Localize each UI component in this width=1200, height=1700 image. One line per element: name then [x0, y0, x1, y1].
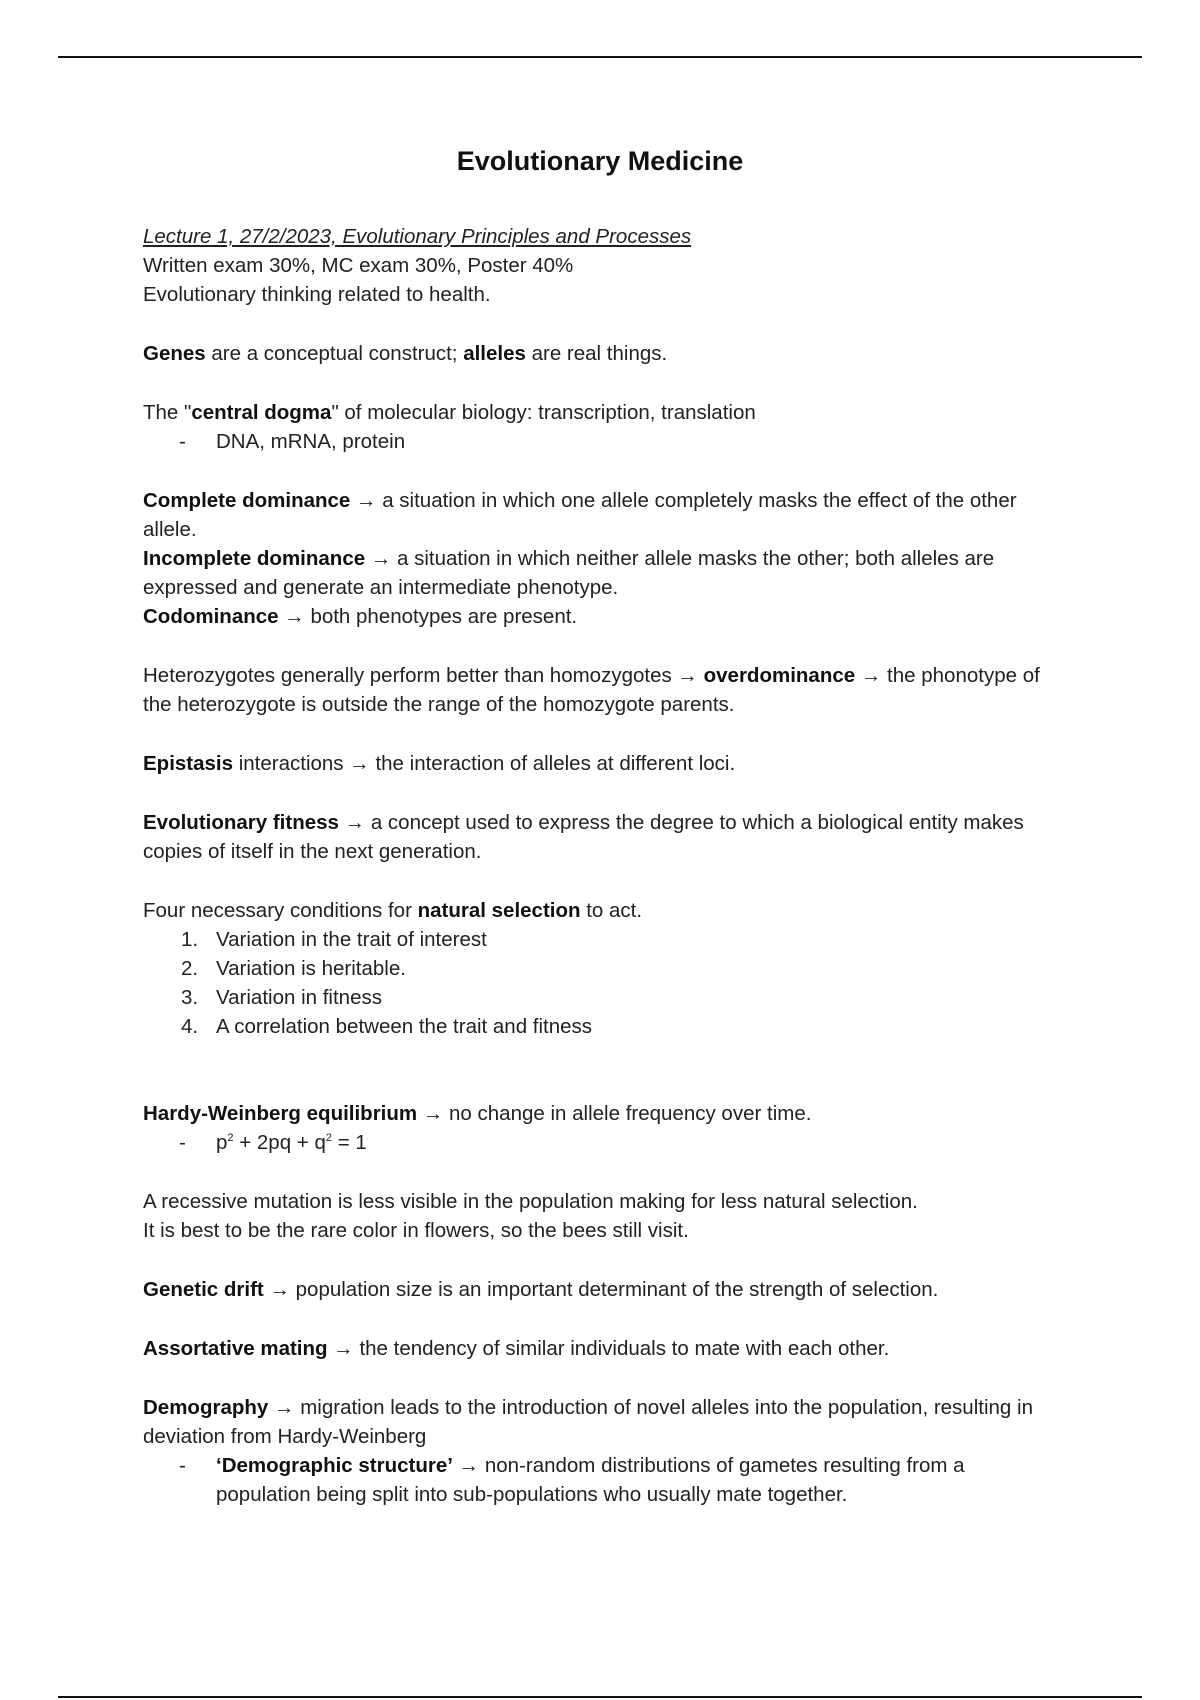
list-item: 1. Variation in the trait of interest — [181, 928, 487, 951]
list-item: 2. Variation is heritable. — [181, 957, 406, 980]
spacer — [143, 309, 1043, 339]
spacer — [143, 631, 1043, 661]
codominance-paragraph: Codominance → both phenotypes are present. — [143, 605, 578, 628]
document-body — [143, 222, 1043, 1509]
spacer — [143, 719, 1043, 749]
spacer — [143, 1041, 1043, 1099]
genes-paragraph: Genes are a conceptual construct; alleles are real things. — [143, 342, 668, 365]
spacer — [143, 778, 1043, 808]
spacer — [143, 456, 1043, 486]
central-dogma-paragraph: The "central dogma" of molecular biology: transcription, translation — [143, 401, 756, 424]
recessive-line-1: A recessive mutation is less visible in the population making for less natural selection. — [143, 1190, 918, 1213]
spacer — [143, 866, 1043, 896]
spacer — [143, 1363, 1043, 1393]
spacer — [143, 1304, 1043, 1334]
spacer — [143, 1157, 1043, 1187]
top-rule — [58, 56, 1142, 58]
hardy-weinberg-equation: $p^2 + 2pq + q^2 = 1$ — [216, 1131, 367, 1154]
list-item: - $p^2 + 2pq + q^2 = 1$ — [179, 1131, 367, 1154]
natural-selection-paragraph: Four necessary conditions for natural selection to act. — [143, 899, 643, 922]
hardy-weinberg-list — [143, 1128, 1043, 1157]
demography-paragraph: Demography → migration leads to the introduction of novel alleles into the population, resulting in deviation from Hardy-Weinberg — [143, 1396, 1033, 1448]
overdominance-paragraph: Heterozygotes generally perform better than homozygotes → overdominance → the phonotype of the heterozygote is outside the range of the homozygote parents. — [143, 664, 1040, 716]
list-item: 3. Variation in fitness — [181, 986, 382, 1009]
spacer — [143, 1245, 1043, 1275]
bottom-rule — [58, 1696, 1142, 1698]
epistasis-paragraph: Epistasis interactions → the interaction of alleles at different loci. — [143, 752, 736, 775]
demography-list — [143, 1451, 1043, 1509]
exam-info: Written exam 30%, MC exam 30%, Poster 40% — [143, 254, 574, 277]
genetic-drift-paragraph: Genetic drift → population size is an important determinant of the strength of selection. — [143, 1278, 939, 1301]
hardy-weinberg-paragraph: Hardy-Weinberg equilibrium → no change in allele frequency over time. — [143, 1102, 812, 1125]
intro-text: Evolutionary thinking related to health. — [143, 283, 491, 306]
fitness-paragraph: Evolutionary fitness → a concept used to express the degree to which a biological entity makes copies of itself in the next generation. — [143, 811, 1024, 863]
document-title: Evolutionary Medicine — [456, 146, 744, 176]
list-item: 4. A correlation between the trait and fitness — [181, 1015, 593, 1038]
spacer — [143, 368, 1043, 398]
list-item: - ‘Demographic structure’ → non-random distributions of gametes resulting from a population being split into sub-populations who usually mate together. — [179, 1454, 965, 1506]
list-item: - DNA, mRNA, protein — [179, 430, 406, 453]
complete-dominance-paragraph: Complete dominance → a situation in which one allele completely masks the effect of the other allele. — [143, 489, 1017, 541]
central-dogma-list — [143, 427, 1043, 456]
incomplete-dominance-paragraph: Incomplete dominance → a situation in which neither allele masks the other; both alleles are expressed and generate an intermediate phenotype. — [143, 547, 995, 599]
assortative-mating-paragraph: Assortative mating → the tendency of similar individuals to mate with each other. — [143, 1337, 890, 1360]
recessive-line-2: It is best to be the rare color in flowers, so the bees still visit. — [143, 1219, 689, 1242]
lecture-heading: Lecture 1, 27/2/2023, Evolutionary Principles and Processes — [143, 225, 692, 248]
natural-selection-list — [143, 925, 1043, 1041]
